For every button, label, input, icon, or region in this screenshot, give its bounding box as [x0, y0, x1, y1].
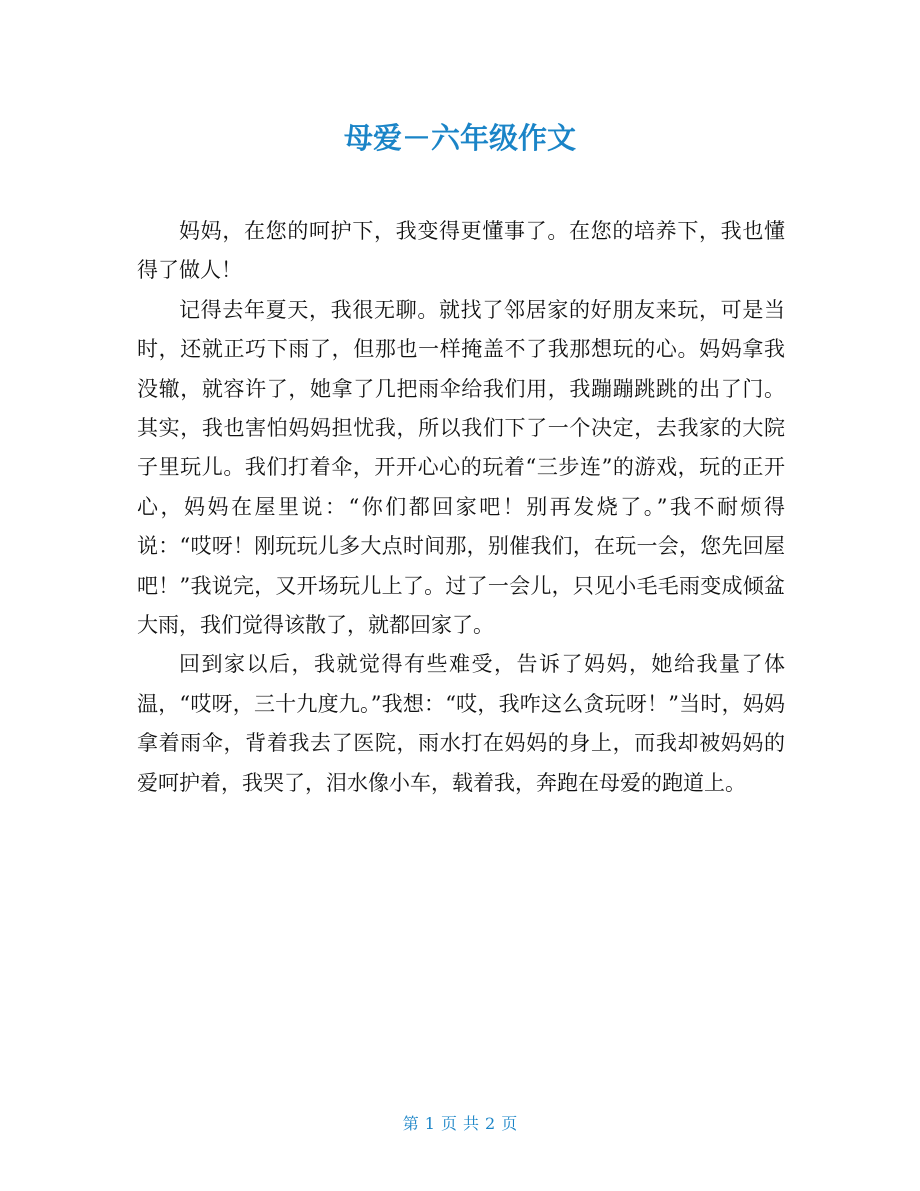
- footer-total-word: 共: [463, 1114, 480, 1133]
- footer-prefix: 第: [402, 1114, 419, 1133]
- paragraph-1: 妈妈，在您的呵护下，我变得更懂事了。在您的培养下，我也懂得了做人！: [137, 219, 785, 283]
- page-number-footer: [0, 1112, 920, 1136]
- document-body: [137, 212, 785, 803]
- footer-page-word: 页: [440, 1114, 457, 1133]
- paragraph-3: 回到家以后，我就觉得有些难受，告诉了妈妈，她给我量了体温，“哎呀，三十九度九。”我想：“哎，我咋这么贪玩呀！”当时，妈妈拿着雨伞，背着我去了医院，雨水打在妈妈的身上，而我却被妈妈的爱呵护着，我哭了，泪水像小车，载着我，奔跑在母爱的跑道上。: [137, 652, 785, 795]
- footer-total-pages: 2: [485, 1114, 496, 1133]
- document-title: 母爱－六年级作文: [343, 121, 576, 155]
- paragraph-2: 记得去年夏天，我很无聊。就找了邻居家的好朋友来玩，可是当时，还就正巧下雨了，但那也一样掩盖不了我那想玩的心。妈妈拿我没辙，就容许了，她拿了几把雨伞给我们用，我蹦蹦跳跳的出了门。其实，我也害怕妈妈担忧我，所以我们下了一个决定，去我家的大院子里玩儿。我们打着伞，开开心心的玩着“三步连”的游戏，玩的正开心，妈妈在屋里说：“你们都回家吧！别再发烧了。”我不耐烦得说：“哎呀！刚玩玩儿多大点时间那，别催我们，在玩一会，您先回屋吧！”我说完，又开场玩儿上了。过了一会儿，只见小毛毛雨变成倾盆大雨，我们觉得该散了，就都回家了。: [137, 297, 785, 638]
- footer-current-page: 1: [424, 1114, 435, 1133]
- footer-suffix: 页: [501, 1114, 518, 1133]
